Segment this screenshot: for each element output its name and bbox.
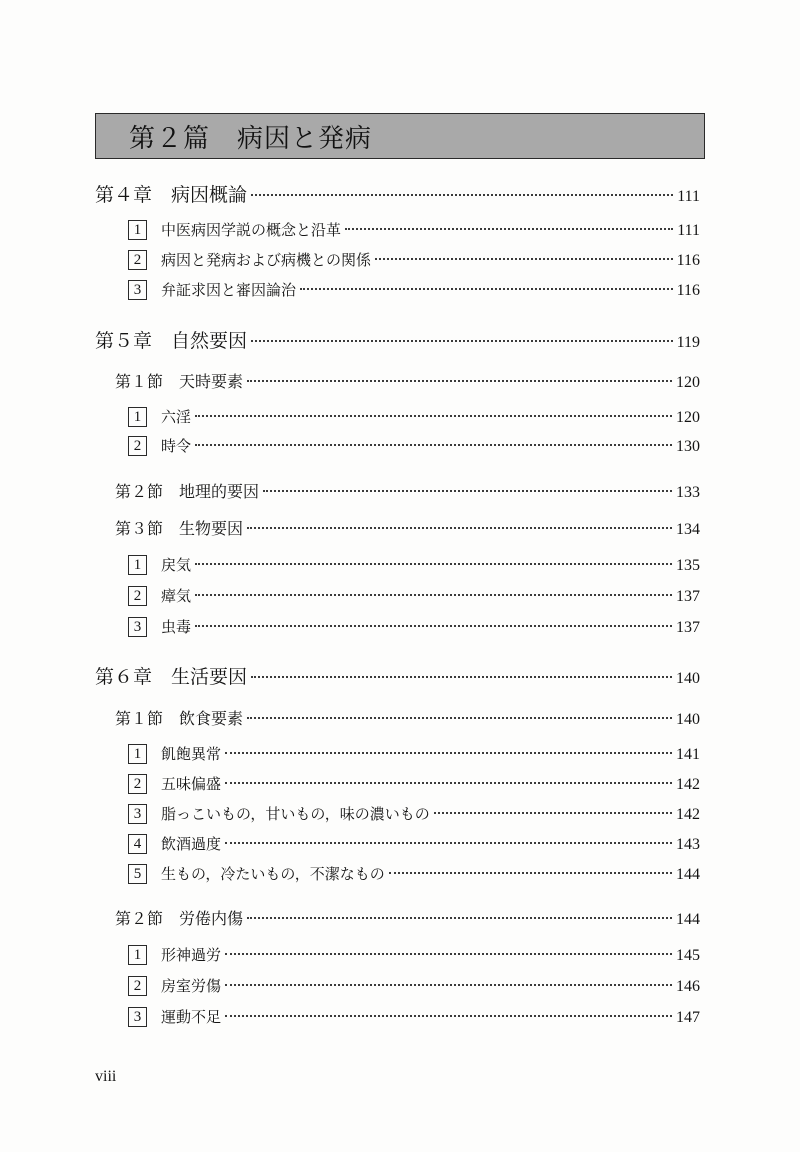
- item-label: 脂っこいもの，甘いもの，味の濃いもの: [161, 805, 430, 823]
- page-number: 147: [676, 1009, 700, 1026]
- item-label: 時令: [161, 437, 192, 455]
- dot-leader: [345, 228, 673, 230]
- toc-item[interactable]: [128, 803, 700, 824]
- toc-section[interactable]: [115, 706, 700, 729]
- page-number: 116: [676, 252, 700, 269]
- dot-leader: [434, 812, 672, 814]
- section-label: 第２節 地理的要因: [115, 482, 260, 501]
- item-number-box: 3: [128, 280, 147, 300]
- page-number: 133: [676, 484, 700, 501]
- page-number: 111: [677, 222, 700, 239]
- dot-leader: [225, 953, 672, 955]
- toc-item[interactable]: [128, 219, 700, 240]
- item-number-box: 5: [128, 864, 147, 884]
- dot-leader: [195, 563, 672, 565]
- page-number: 142: [676, 806, 700, 823]
- page-number: 120: [676, 409, 700, 426]
- dot-leader: [225, 984, 672, 986]
- page-number: 137: [676, 588, 700, 605]
- page-number: 144: [676, 911, 700, 928]
- toc-item[interactable]: [128, 944, 700, 965]
- page-number: 144: [676, 866, 700, 883]
- page-number: 116: [676, 282, 700, 299]
- dot-leader: [225, 842, 672, 844]
- item-label: 運動不足: [161, 1008, 222, 1026]
- page-number: 142: [676, 776, 700, 793]
- item-number-box: 4: [128, 834, 147, 854]
- toc-section[interactable]: [115, 516, 700, 539]
- page-number: 140: [676, 711, 700, 728]
- item-label: 形神過労: [161, 946, 222, 964]
- dot-leader: [251, 194, 673, 196]
- page-number: 120: [676, 374, 700, 391]
- item-number-box: 2: [128, 774, 147, 794]
- toc-item[interactable]: [128, 585, 700, 606]
- item-number-box: 3: [128, 1007, 147, 1027]
- part-title-banner: [95, 113, 705, 159]
- dot-leader: [225, 752, 672, 754]
- item-number-box: 3: [128, 617, 147, 637]
- dot-leader: [225, 782, 672, 784]
- item-number-box: 1: [128, 744, 147, 764]
- toc-chapter-5[interactable]: [95, 326, 700, 353]
- item-number-box: 1: [128, 220, 147, 240]
- item-label: 房室労傷: [161, 977, 222, 995]
- toc-section[interactable]: [115, 479, 700, 502]
- dot-leader: [247, 717, 672, 719]
- toc-item[interactable]: [128, 975, 700, 996]
- item-number-box: 2: [128, 976, 147, 996]
- item-label: 飲酒過度: [161, 835, 222, 853]
- chapter-label: 第４章 病因概論: [95, 184, 248, 206]
- page-number: 111: [677, 188, 700, 205]
- item-label: 生もの，冷たいもの，不潔なもの: [161, 865, 385, 883]
- toc-item[interactable]: [128, 554, 700, 575]
- toc-item[interactable]: [128, 863, 700, 884]
- toc-item[interactable]: [128, 435, 700, 456]
- item-label: 六淫: [161, 408, 192, 426]
- toc-item[interactable]: [128, 773, 700, 794]
- dot-leader: [195, 594, 672, 596]
- section-label: 第１節 飲食要素: [115, 709, 244, 728]
- toc-item[interactable]: [128, 833, 700, 854]
- dot-leader: [247, 917, 672, 919]
- item-number-box: 1: [128, 555, 147, 575]
- item-number-box: 2: [128, 586, 147, 606]
- toc-chapter-4[interactable]: [95, 180, 700, 207]
- item-label: 弁証求因と審因論治: [161, 281, 297, 299]
- page-number: 140: [676, 670, 700, 687]
- dot-leader: [195, 444, 672, 446]
- chapter-label: 第５章 自然要因: [95, 330, 248, 352]
- item-label: 飢飽異常: [161, 745, 222, 763]
- toc-item[interactable]: [128, 616, 700, 637]
- toc-item[interactable]: [128, 279, 700, 300]
- toc-item[interactable]: [128, 1006, 700, 1027]
- item-label: 中医病因学説の概念と沿革: [161, 221, 342, 239]
- page-number: 145: [676, 947, 700, 964]
- item-label: 瘴気: [161, 587, 192, 605]
- item-number-box: 2: [128, 250, 147, 270]
- dot-leader: [195, 625, 672, 627]
- chapter-label: 第６章 生活要因: [95, 666, 248, 688]
- toc-chapter-6[interactable]: [95, 662, 700, 689]
- section-label: 第１節 天時要素: [115, 372, 244, 391]
- item-number-box: 1: [128, 945, 147, 965]
- dot-leader: [263, 490, 672, 492]
- item-number-box: 2: [128, 436, 147, 456]
- page-number: 143: [676, 836, 700, 853]
- toc-item[interactable]: [128, 743, 700, 764]
- page-number: 119: [676, 334, 700, 351]
- dot-leader: [195, 415, 672, 417]
- section-label: 第２節 労倦内傷: [115, 909, 244, 928]
- item-number-box: 1: [128, 407, 147, 427]
- toc-section[interactable]: [115, 906, 700, 929]
- page-number: 146: [676, 978, 700, 995]
- dot-leader: [251, 676, 672, 678]
- dot-leader: [225, 1015, 672, 1017]
- toc-section[interactable]: [115, 369, 700, 392]
- dot-leader: [247, 380, 672, 382]
- page-number: 130: [676, 438, 700, 455]
- item-label: 五味偏盛: [161, 775, 222, 793]
- item-label: 病因と発病および病機との関係: [161, 251, 372, 269]
- section-label: 第３節 生物要因: [115, 519, 244, 538]
- item-label: 虫毒: [161, 618, 192, 636]
- dot-leader: [251, 340, 673, 342]
- dot-leader: [247, 527, 672, 529]
- dot-leader: [375, 258, 673, 260]
- dot-leader: [389, 872, 672, 874]
- item-number-box: 3: [128, 804, 147, 824]
- page-number: 135: [676, 557, 700, 574]
- item-label: 戻気: [161, 556, 192, 574]
- page-number: 137: [676, 619, 700, 636]
- part-title: 第２篇 病因と発病: [129, 123, 373, 154]
- toc-item[interactable]: [128, 249, 700, 270]
- page-folio: viii: [95, 1068, 117, 1085]
- page-number: 141: [676, 746, 700, 763]
- dot-leader: [300, 288, 673, 290]
- page-number: 134: [676, 521, 700, 538]
- toc-item[interactable]: [128, 406, 700, 427]
